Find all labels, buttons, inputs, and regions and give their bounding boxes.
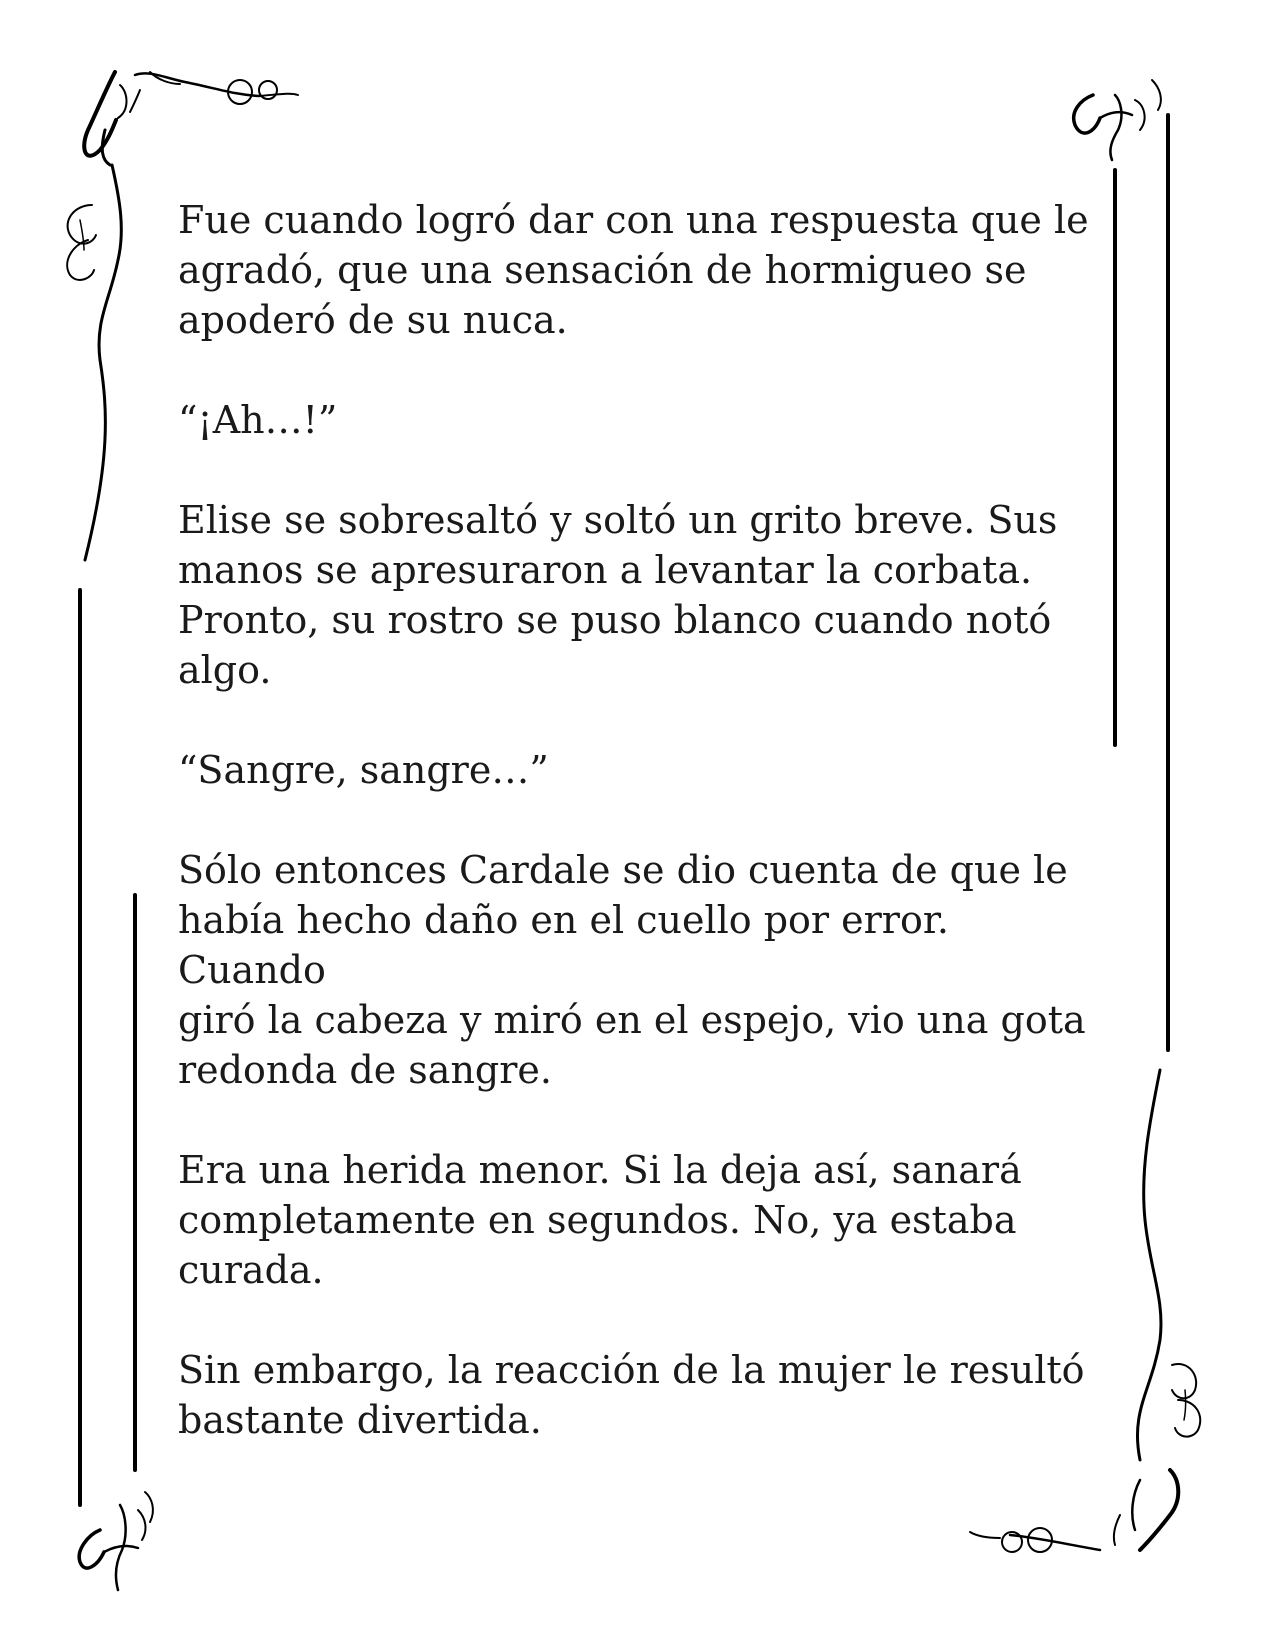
paragraph: Fue cuando logró dar con una respuesta que le agradó, que una sensación de hormigueo se apoderó de su nuca. <box>178 198 1089 342</box>
paragraph: Era una herida menor. Si la deja así, sanará completamente en segundos. No, ya estaba curada. <box>178 1148 1022 1292</box>
document-body <box>178 195 1108 1495</box>
paragraph: “Sangre, sangre…” <box>178 748 549 792</box>
paragraph: Sólo entonces Cardale se dio cuenta de que le había hecho daño en el cuello por error. Cuando giró la cabeza y miró en el espejo, vio una gota redonda de sangre. <box>178 848 1086 1092</box>
paragraph: “¡Ah…!” <box>178 398 338 442</box>
paragraph: Elise se sobresaltó y soltó un grito breve. Sus manos se apresuraron a levantar la corbata. Pronto, su rostro se puso blanco cuando notó algo. <box>178 498 1058 692</box>
paragraph: Sin embargo, la reacción de la mujer le resultó bastante divertida. <box>178 1348 1085 1442</box>
flourish-bottom-left-icon <box>79 1492 153 1590</box>
